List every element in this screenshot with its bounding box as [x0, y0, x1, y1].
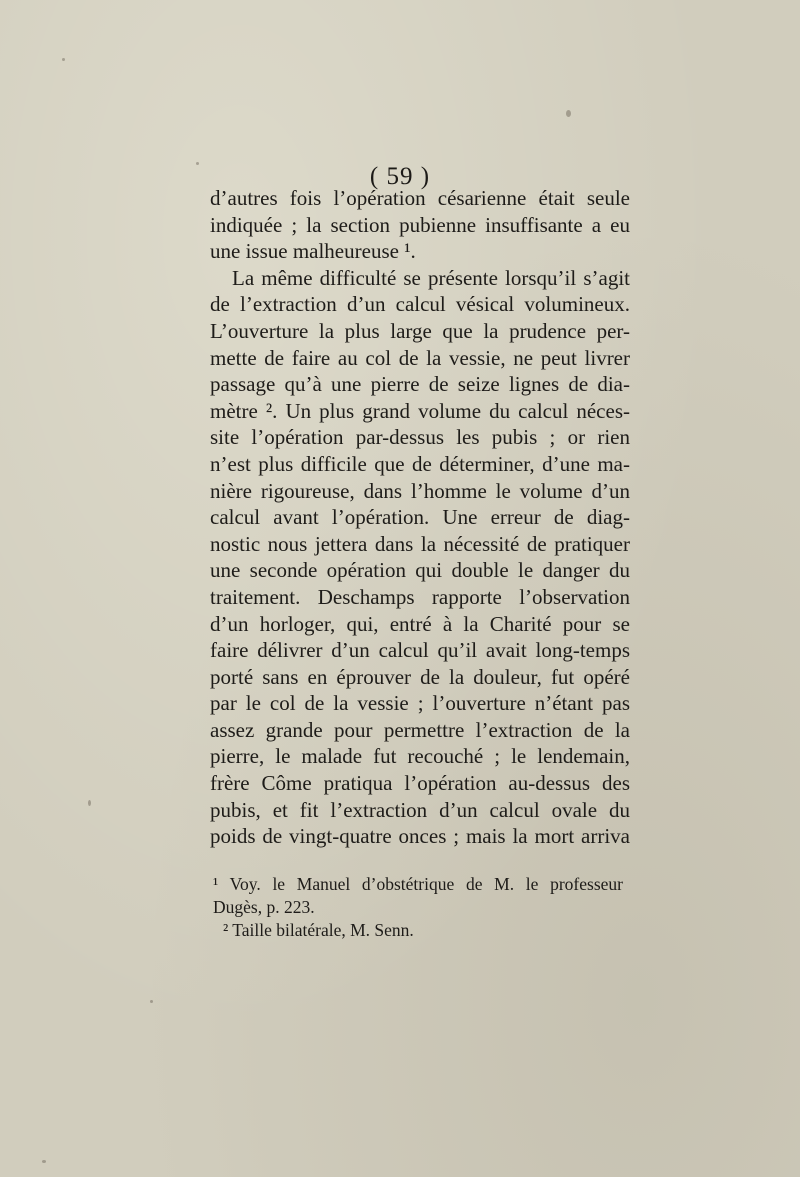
paper-speck — [566, 110, 571, 117]
text-line: assez grande pour permettre l’extraction de la — [210, 717, 630, 742]
footnote-1-continued: Dugès, p. 223. — [213, 897, 315, 917]
text-line: une seconde opération qui double le danger du — [210, 558, 630, 583]
text-line: La même difficulté se présente lorsqu’il s’agit — [232, 265, 630, 290]
page-number: ( 59 ) — [369, 163, 431, 190]
paper-speck — [150, 1000, 153, 1003]
text-line: calcul avant l’opération. Une erreur de diag- — [210, 505, 630, 530]
text-line: poids de vingt-quatre onces ; mais la mort arriva — [210, 824, 630, 849]
text-line: d’un horloger, qui, entré à la Charité pour se — [210, 611, 630, 636]
text-line: pierre, le malade fut recouché ; le lendemain, — [210, 744, 630, 769]
text-line: passage qu’à une pierre de seize lignes de dia- — [210, 372, 630, 397]
text-line: traitement. Deschamps rapporte l’observation — [210, 584, 630, 609]
text-line: n’est plus difficile que de déterminer, d’une ma- — [210, 451, 630, 476]
paper-speck — [42, 1160, 46, 1163]
text-line: d’autres fois l’opération césarienne était seule — [210, 186, 630, 210]
footnote-2: ² Taille bilatérale, M. Senn. — [223, 920, 414, 940]
text-line: indiquée ; la section pubienne insuffisante a eu — [210, 212, 630, 237]
text-line: site l’opération par-dessus les pubis ; or rien — [210, 425, 630, 450]
text-line: L’ouverture la plus large que la prudence per- — [210, 318, 630, 343]
text-line: une issue malheureuse ¹. — [210, 239, 416, 264]
text-line: par le col de la vessie ; l’ouverture n’étant pas — [210, 691, 630, 716]
text-line: nostic nous jettera dans la nécessité de pratiquer — [210, 531, 630, 556]
text-line: porté sans en éprouver de la douleur, fut opéré — [210, 664, 630, 689]
footnote-1: ¹ Voy. le Manuel d’obstétrique de M. le professeur — [213, 874, 623, 894]
footnotes — [213, 873, 633, 942]
text-line: frère Côme pratiqua l’opération au-dessus des — [210, 771, 630, 796]
text-line: nière rigoureuse, dans l’homme le volume d’un — [210, 478, 630, 503]
text-line: mètre ². Un plus grand volume du calcul néces- — [210, 398, 630, 423]
text-line: faire délivrer d’un calcul qu’il avait long-temps — [210, 638, 630, 663]
paper-speck — [62, 58, 65, 61]
text-line: pubis, et fit l’extraction d’un calcul ovale du — [210, 797, 630, 822]
body-text — [210, 185, 630, 850]
text-line: mette de faire au col de la vessie, ne peut livrer — [210, 345, 630, 370]
paper-speck — [88, 800, 91, 806]
text-line: de l’extraction d’un calcul vésical volumineux. — [210, 292, 630, 317]
